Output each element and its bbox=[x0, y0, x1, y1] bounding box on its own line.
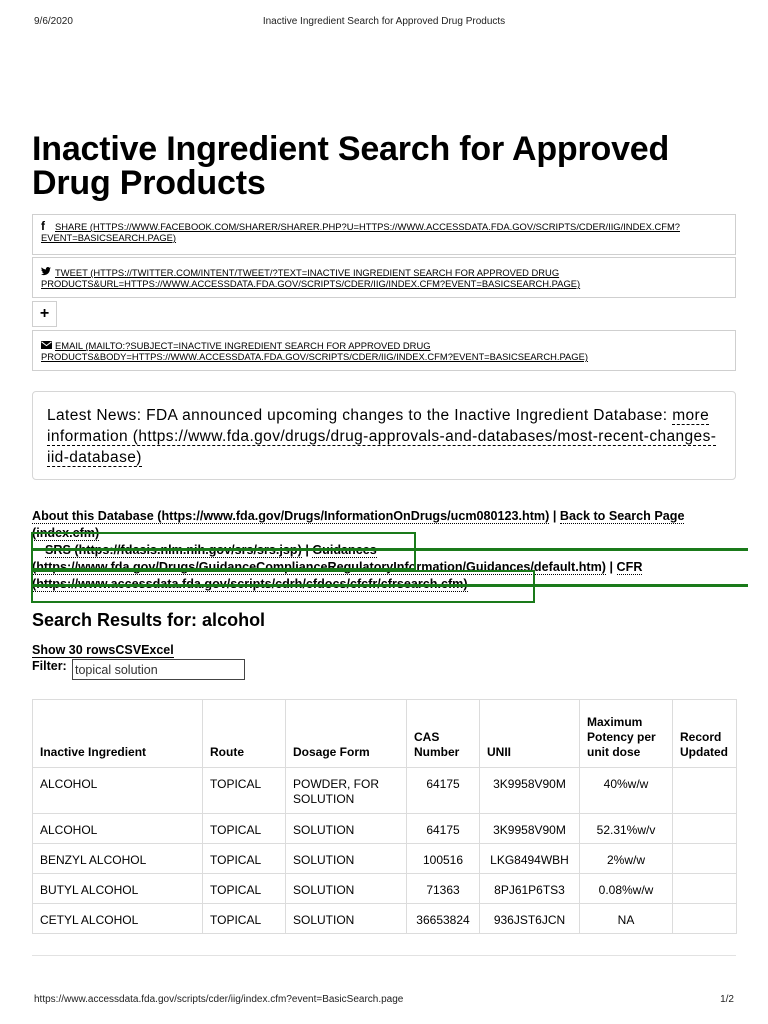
cell-cas-number: 64175 bbox=[407, 814, 480, 844]
cell-unii: 936JST6JCN bbox=[480, 904, 580, 934]
cell-route: TOPICAL bbox=[203, 814, 286, 844]
print-page-number: 1/2 bbox=[720, 994, 734, 1005]
cell-dosage-form: SOLUTION bbox=[286, 904, 407, 934]
annotation-line bbox=[31, 584, 748, 587]
cell-ingredient: ALCOHOL bbox=[33, 768, 203, 814]
table-header-row bbox=[33, 700, 737, 768]
annotation-box bbox=[31, 532, 416, 570]
annotation-line bbox=[31, 548, 748, 551]
column-header-unii[interactable]: UNII bbox=[480, 700, 580, 768]
cell-record-updated bbox=[673, 904, 737, 934]
twitter-icon bbox=[41, 267, 51, 278]
envelope-icon bbox=[41, 340, 51, 351]
column-header-route[interactable]: Route bbox=[203, 700, 286, 768]
page-title: Inactive Ingredient Search for Approved Drug Products bbox=[32, 130, 670, 202]
print-date: 9/6/2020 bbox=[34, 16, 73, 27]
latest-news-box bbox=[32, 391, 736, 480]
twitter-share-link[interactable]: TWEET (HTTPS://TWITTER.COM/INTENT/TWEET/?TEXT=INACTIVE INGREDIENT SEARCH FOR APPROVED DRUG PRODUCTS&URL=HTTPS://WWW.ACCESSDATA.FDA.GOV/SCRIPTS/CDER/IIG/INDEX.CFM?EVENT=BASICSEARCH.PAGE) bbox=[41, 267, 581, 289]
column-header-cas-number[interactable]: CAS Number bbox=[407, 700, 480, 768]
table-row bbox=[33, 844, 737, 874]
column-header-maximum-potency[interactable]: Maximum Potency per unit dose bbox=[580, 700, 673, 768]
table-row bbox=[33, 814, 737, 844]
twitter-share-box bbox=[32, 257, 736, 298]
cell-unii: 3K9958V90M bbox=[480, 814, 580, 844]
cell-potency: 40%w/w bbox=[580, 768, 673, 814]
email-share-link[interactable]: EMAIL (MAILTO:?SUBJECT=INACTIVE INGREDIENT SEARCH FOR APPROVED DRUG PRODUCTS&BODY=HTTPS://WWW.ACCESSDATA.FDA.GOV/SCRIPTS/CDER/IIG/INDEX.CFM?EVENT=BASICSEARCH.PAGE) bbox=[41, 340, 588, 362]
cell-dosage-form: SOLUTION bbox=[286, 814, 407, 844]
cell-potency: NA bbox=[580, 904, 673, 934]
csv-button[interactable]: CSV bbox=[115, 643, 142, 657]
cell-route: TOPICAL bbox=[203, 768, 286, 814]
table-row bbox=[33, 768, 737, 814]
filter-input[interactable] bbox=[72, 659, 245, 680]
cell-cas-number: 71363 bbox=[407, 874, 480, 904]
facebook-icon: f bbox=[41, 219, 45, 233]
cell-unii: 3K9958V90M bbox=[480, 768, 580, 814]
table-row bbox=[33, 874, 737, 904]
cell-dosage-form: SOLUTION bbox=[286, 844, 407, 874]
print-footer-url: https://www.accessdata.fda.gov/scripts/cder/iig/index.cfm?event=BasicSearch.page bbox=[34, 994, 404, 1005]
column-header-record-updated[interactable]: Record Updated bbox=[673, 700, 737, 768]
facebook-share-box bbox=[32, 214, 736, 255]
cell-record-updated bbox=[673, 844, 737, 874]
cell-potency: 52.31%w/v bbox=[580, 814, 673, 844]
cell-unii: 8PJ61P6TS3 bbox=[480, 874, 580, 904]
cell-unii: LKG8494WBH bbox=[480, 844, 580, 874]
cell-dosage-form: POWDER, FOR SOLUTION bbox=[286, 768, 407, 814]
cell-dosage-form: SOLUTION bbox=[286, 874, 407, 904]
cell-route: TOPICAL bbox=[203, 874, 286, 904]
column-header-dosage-form[interactable]: Dosage Form bbox=[286, 700, 407, 768]
about-database-link[interactable]: About this Database (https://www.fda.gov/Drugs/InformationOnDrugs/ucm080123.htm) bbox=[32, 509, 550, 523]
back-to-search-link[interactable]: Back to Search Page (index.cfm) bbox=[32, 509, 685, 540]
cell-record-updated bbox=[673, 814, 737, 844]
cell-route: TOPICAL bbox=[203, 904, 286, 934]
cell-ingredient: CETYL ALCOHOL bbox=[33, 904, 203, 934]
cell-ingredient: BUTYL ALCOHOL bbox=[33, 874, 203, 904]
facebook-share-link[interactable]: SHARE (HTTPS://WWW.FACEBOOK.COM/SHARER/SHARER.PHP?U=HTTPS://WWW.ACCESSDATA.FDA.GOV/SCRIPTS/CDER/IIG/INDEX.CFM?EVENT=BASICSEARCH.PAGE) bbox=[41, 221, 680, 243]
cell-route: TOPICAL bbox=[203, 844, 286, 874]
cell-ingredient: ALCOHOL bbox=[33, 814, 203, 844]
guidances-link[interactable]: (https://www.fda.gov/Drugs/GuidanceComplianceRegulatoryInformation/Guidances/default.htm) bbox=[32, 543, 606, 575]
results-table bbox=[32, 699, 737, 934]
email-share-box bbox=[32, 330, 736, 371]
news-more-information-link[interactable]: more information (https://www.fda.gov/drugs/drug-approvals-and-databases/most-recent-changes-iid-database) bbox=[47, 407, 717, 466]
divider bbox=[32, 955, 736, 956]
column-header-inactive-ingredient[interactable]: Inactive Ingredient bbox=[33, 700, 203, 768]
cell-cas-number: 36653824 bbox=[407, 904, 480, 934]
more-share-button[interactable] bbox=[32, 301, 57, 327]
plus-icon: + bbox=[39, 305, 50, 322]
cell-record-updated bbox=[673, 874, 737, 904]
cfr-link[interactable]: CFR bbox=[32, 560, 642, 592]
cell-cas-number: 100516 bbox=[407, 844, 480, 874]
link-separator: | bbox=[549, 509, 560, 523]
print-header-title: Inactive Ingredient Search for Approved Drug Products bbox=[262, 16, 506, 27]
cell-potency: 0.08%w/w bbox=[580, 874, 673, 904]
cell-potency: 2%w/w bbox=[580, 844, 673, 874]
filter-label: Filter: bbox=[32, 659, 67, 673]
table-row bbox=[33, 904, 737, 934]
link-separator: | bbox=[606, 560, 617, 574]
cell-record-updated bbox=[673, 768, 737, 814]
show-rows-button[interactable]: Show 30 rows bbox=[32, 643, 116, 657]
cell-cas-number: 64175 bbox=[407, 768, 480, 814]
news-text: Latest News: FDA announced upcoming changes to the Inactive Ingredient Database: bbox=[47, 407, 673, 424]
table-toolbar bbox=[32, 643, 174, 658]
cell-ingredient: BENZYL ALCOHOL bbox=[33, 844, 203, 874]
search-results-title: Search Results for: alcohol bbox=[32, 610, 266, 630]
excel-button[interactable]: Excel bbox=[141, 643, 174, 657]
